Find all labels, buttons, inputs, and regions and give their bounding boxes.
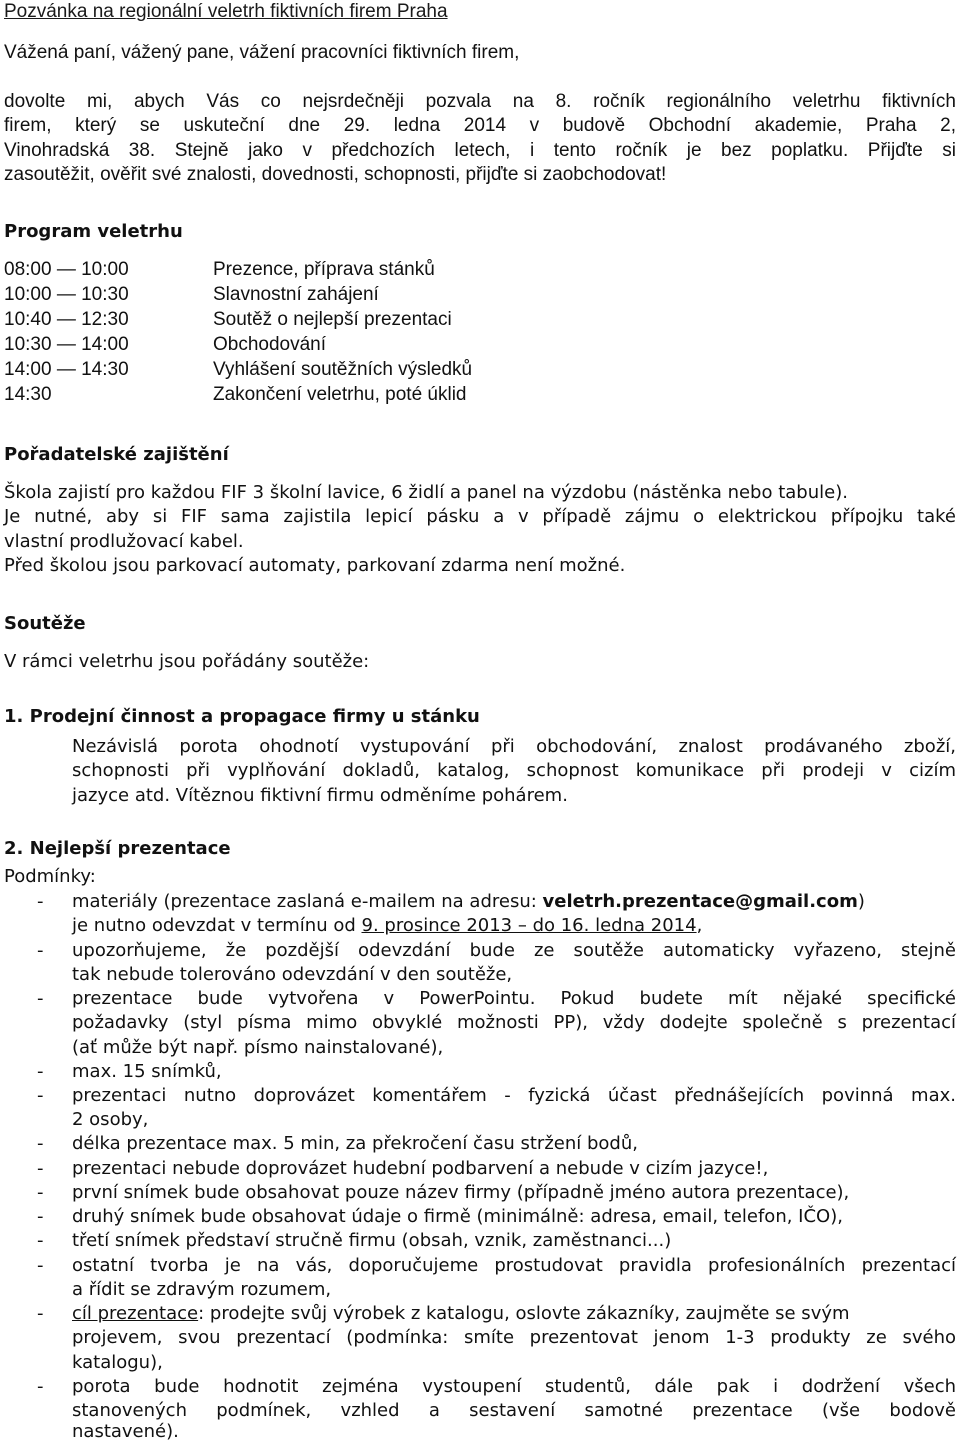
program-time: 08:00 ― 10:00 [4,259,129,280]
competition-1-line-1: Nezávislá porota ohodnotí vystupování při obchodování, znalost prodávaného zboží, [72,736,956,757]
condition-3-line-3: (ať může být např. písmo nainstalované), [72,1037,444,1058]
condition-3-line-2: požadavky (styl písma mimo obvyklé možnosti PP), vždy dodejte společně s prezentací [72,1012,956,1033]
bullet-dash: - [37,988,44,1009]
condition-8-line-1: první snímek bude obsahovat pouze název firmy (případně jméno autora prezentace), [72,1182,850,1203]
competition-2-heading: 2. Nejlepší prezentace [4,838,231,859]
page-title: Pozvánka na regionální veletrh fiktivních firem Praha [4,1,448,22]
presentation-goal-label: cíl prezentace [72,1303,199,1324]
organizational-heading: Pořadatelské zajištění [4,444,229,465]
bullet-dash: - [37,1182,44,1203]
condition-10-line-1: třetí snímek představí stručně firmu (obsah, vznik, zaměstnanci...) [72,1230,672,1251]
intro-line-3: Vinohradská 38. Stejně jako v předchozích letech, i tento ročník je bez poplatku. Přijďte si [4,140,956,161]
condition-text: : prodejte svůj výrobek z katalogu, oslovte zákazníky, zaujměte se svým [198,1303,850,1324]
bullet-dash: - [37,1133,44,1154]
program-activity: Prezence, příprava stánků [213,259,435,280]
competition-1-heading: 1. Prodejní činnost a propagace firmy u stánku [4,706,480,727]
program-time: 10:00 ― 10:30 [4,284,129,305]
condition-4-line-1: max. 15 snímků, [72,1061,222,1082]
program-activity: Vyhlášení soutěžních výsledků [213,359,473,380]
condition-13-line-1: porota bude hodnotit zejména vystoupení studentů, dále pak i dodržení všech [72,1376,956,1397]
condition-1-line-2 [72,915,956,936]
condition-6-line-1: délka prezentace max. 5 min, za překročení času stržení bodů, [72,1133,638,1154]
program-activity: Zakončení veletrhu, poté úklid [213,384,467,405]
program-heading: Program veletrhu [4,221,183,242]
condition-text: materiály (prezentace zaslaná e-mailem na adresu: [72,891,543,912]
competition-1-line-3: jazyce atd. Vítěznou fiktivní firmu odměníme pohárem. [72,785,568,806]
condition-12-line-1 [72,1303,956,1324]
program-time: 10:30 ― 14:00 [4,334,129,355]
condition-5-line-1: prezentaci nutno doprovázet komentářem - fyzická účast přednášejících povinná max. [72,1085,956,1106]
condition-5-line-2: 2 osoby, [72,1109,149,1130]
organizational-line-4: Před školou jsou parkovací automaty, parkovaní zdarma není možné. [4,555,626,576]
condition-text: je nutno odevzdat v termínu od [72,915,362,936]
program-time: 10:40 ― 12:30 [4,309,129,330]
organizational-line-3: vlastní prodlužovací kabel. [4,531,244,552]
organizational-line-1: Škola zajistí pro každou FIF 3 školní lavice, 6 židlí a panel na výzdobu (nástěnka nebo tabule). [4,482,848,503]
intro-line-4: zasoutěžit, ověřit své znalosti, dovednosti, schopnosti, přijďte si zaobchodovat! [4,164,667,185]
competitions-heading: Soutěže [4,613,86,634]
condition-7-line-1: prezentaci nebude doprovázet hudební podbarvení a nebude v cizím jazyce!, [72,1158,769,1179]
condition-1-line-1 [72,891,956,912]
bullet-dash: - [37,1158,44,1179]
condition-2-line-2: tak nebude tolerováno odevzdání v den soutěže, [72,964,513,985]
program-time: 14:00 ― 14:30 [4,359,129,380]
email-address: veletrh.prezentace@gmail.com [542,891,858,912]
submission-dates: 9. prosince 2013 – do 16. ledna 2014 [361,915,697,936]
condition-13-line-3: nastavené). [72,1421,179,1442]
competitions-intro: V rámci veletrhu jsou pořádány soutěže: [4,651,370,672]
program-activity: Obchodování [213,334,327,355]
condition-2-line-1: upozorňujeme, že pozdější odevzdání bude ze soutěže automaticky vyřazeno, stejně [72,940,956,961]
bullet-dash: - [37,1376,44,1397]
condition-11-line-2: a řídit se zdravým rozumem, [72,1279,332,1300]
condition-text: ) [857,891,865,912]
condition-3-line-1: prezentace bude vytvořena v PowerPointu. Pokud budete mít nějaké specifické [72,988,956,1009]
bullet-dash: - [37,1206,44,1227]
condition-12-line-3: katalogu), [72,1352,163,1373]
program-activity: Slavnostní zahájení [213,284,379,305]
competition-1-line-2: schopnosti při vyplňování dokladů, katalog, schopnost komunikace při prodeji v cizím [72,760,956,781]
condition-12-line-2: projevem, svou prezentací (podmínka: smíte prezentovat jenom 1-3 produkty ze svého [72,1327,956,1348]
conditions-label: Podmínky: [4,866,96,887]
bullet-dash: - [37,1303,44,1324]
program-time: 14:30 [4,384,52,405]
condition-11-line-1: ostatní tvorba je na vás, doporučujeme prostudovat pravidla profesionálních prezentací [72,1255,956,1276]
bullet-dash: - [37,940,44,961]
greeting: Vážená paní, vážený pane, vážení pracovníci fiktivních firem, [4,42,520,63]
program-activity: Soutěž o nejlepší prezentaci [213,309,452,330]
bullet-dash: - [37,1255,44,1276]
condition-13-line-2: stanovených podmínek, vzhled a sestavení samotné prezentace (vše bodově [72,1400,956,1421]
bullet-dash: - [37,1061,44,1082]
condition-9-line-1: druhý snímek bude obsahovat údaje o firmě (minimálně: adresa, email, telefon, IČO), [72,1206,843,1227]
bullet-dash: - [37,1230,44,1251]
bullet-dash: - [37,1085,44,1106]
organizational-line-2: Je nutné, aby si FIF sama zajistila lepicí pásku a v případě zájmu o elektrickou přípojku také [4,506,956,527]
intro-line-1: dovolte mi, abych Vás co nejsrdečněji pozvala na 8. ročník regionálního veletrhu fiktivních [4,91,956,112]
bullet-dash: - [37,891,44,912]
condition-text: , [696,915,703,936]
intro-line-2: firem, který se uskuteční dne 29. ledna 2014 v budově Obchodní akademie, Praha 2, [4,115,956,136]
